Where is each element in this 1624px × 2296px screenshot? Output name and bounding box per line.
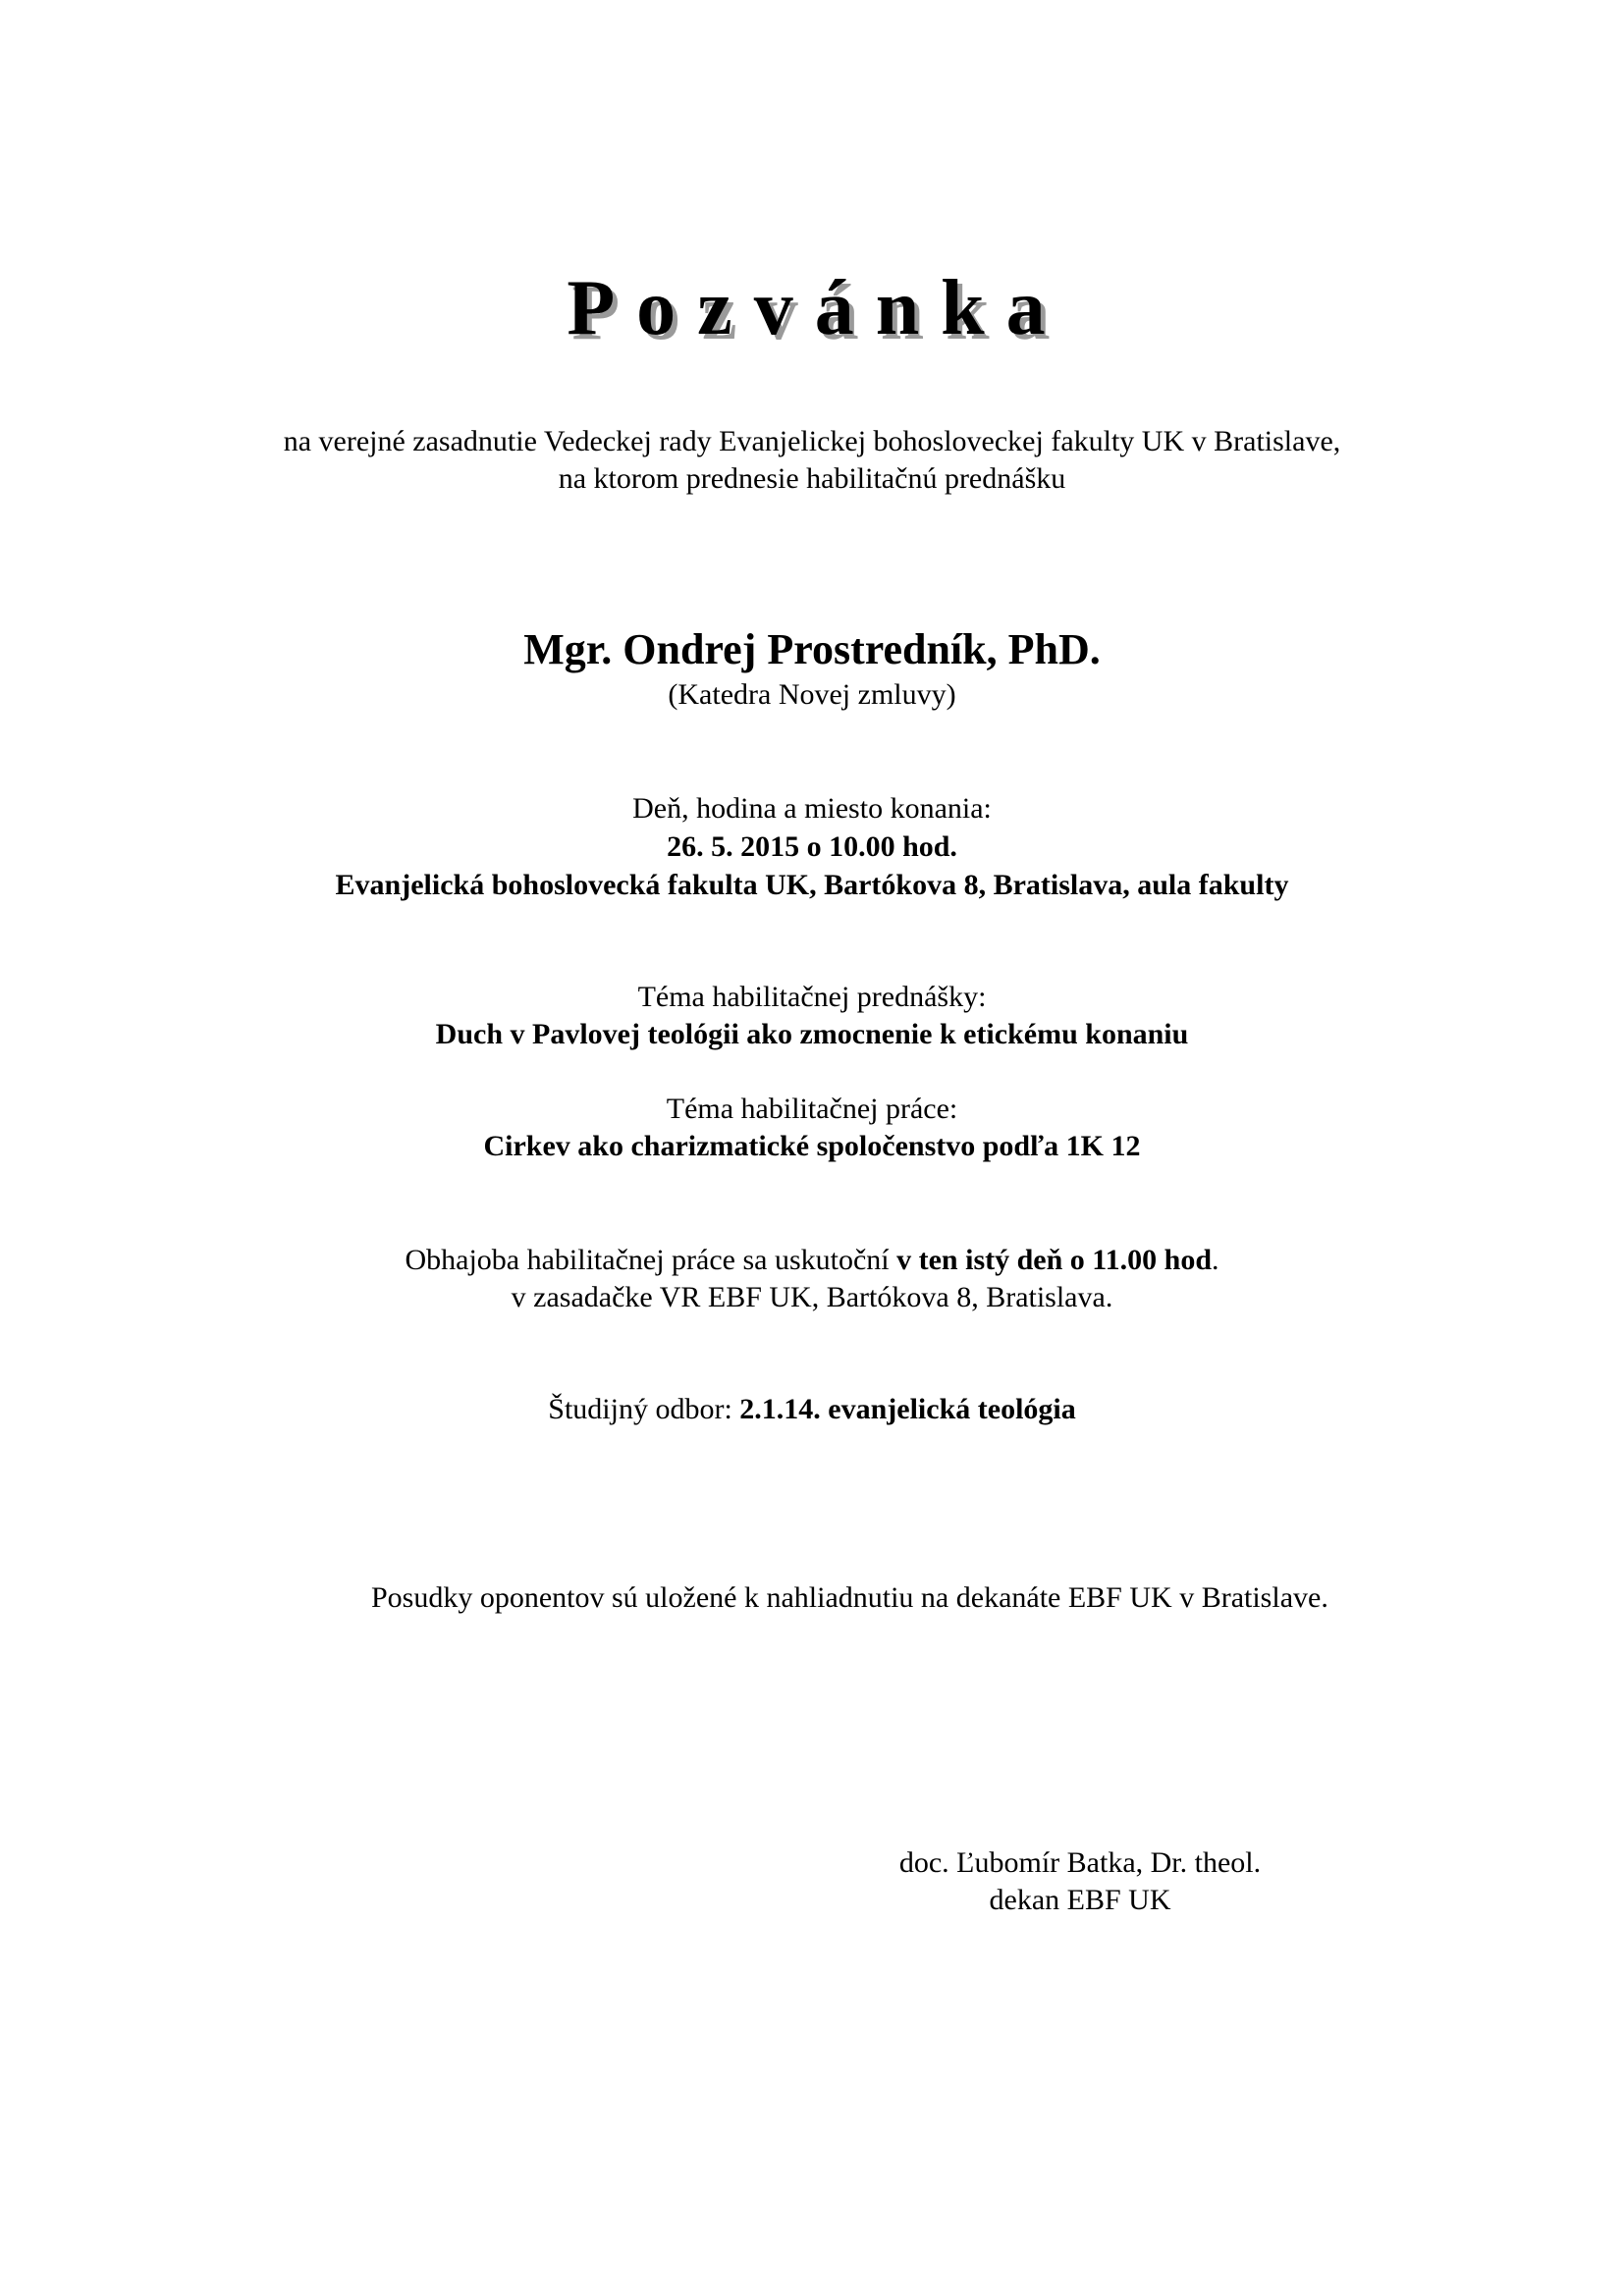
lecture-topic: Duch v Pavlovej teológii ako zmocnenie k etickému konaniu: [435, 1018, 1189, 1050]
candidate-department: (Katedra Novej zmluvy): [668, 678, 956, 711]
study-field-label: Študijný odbor:: [548, 1393, 740, 1425]
intro-line-2: na ktorom prednesie habilitačnú prednášku: [558, 462, 1066, 495]
defense-location: v zasadačke VR EBF UK, Bartókova 8, Bratislava.: [511, 1281, 1113, 1313]
event-datetime: 26. 5. 2015 o 10.00 hod.: [667, 830, 957, 863]
document-title: Pozvánka: [567, 265, 1067, 351]
event-label: Deň, hodina a miesto konania:: [632, 792, 992, 825]
defense-time: v ten istý deň o 11.00 hod: [896, 1244, 1213, 1276]
thesis-label: Téma habilitačnej práce:: [666, 1093, 958, 1125]
signature-role: dekan EBF UK: [989, 1884, 1171, 1916]
candidate-name: Mgr. Ondrej Prostredník, PhD.: [523, 625, 1101, 673]
study-field-value: 2.1.14. evanjelická teológia: [739, 1393, 1076, 1425]
reviews-note: Posudky oponentov sú uložené k nahliadnutiu na dekanáte EBF UK v Bratislave.: [371, 1581, 1328, 1614]
intro-line-1: na verejné zasadnutie Vedeckej rady Evanjelickej bohosloveckej fakulty UK v Bratislave,: [283, 425, 1341, 457]
lecture-label: Téma habilitačnej prednášky:: [637, 981, 987, 1013]
defense-text-after: .: [1212, 1244, 1219, 1276]
thesis-topic: Cirkev ako charizmatické spoločenstvo podľa 1K 12: [483, 1130, 1141, 1162]
defense-text-before: Obhajoba habilitačnej práce sa uskutoční: [405, 1244, 897, 1276]
event-place: Evanjelická bohoslovecká fakulta UK, Bartókova 8, Bratislava, aula fakulty: [335, 869, 1289, 901]
study-field: [0, 1392, 1624, 1427]
defense-info: [0, 1243, 1624, 1278]
signature-name: doc. Ľubomír Batka, Dr. theol.: [898, 1846, 1262, 1879]
